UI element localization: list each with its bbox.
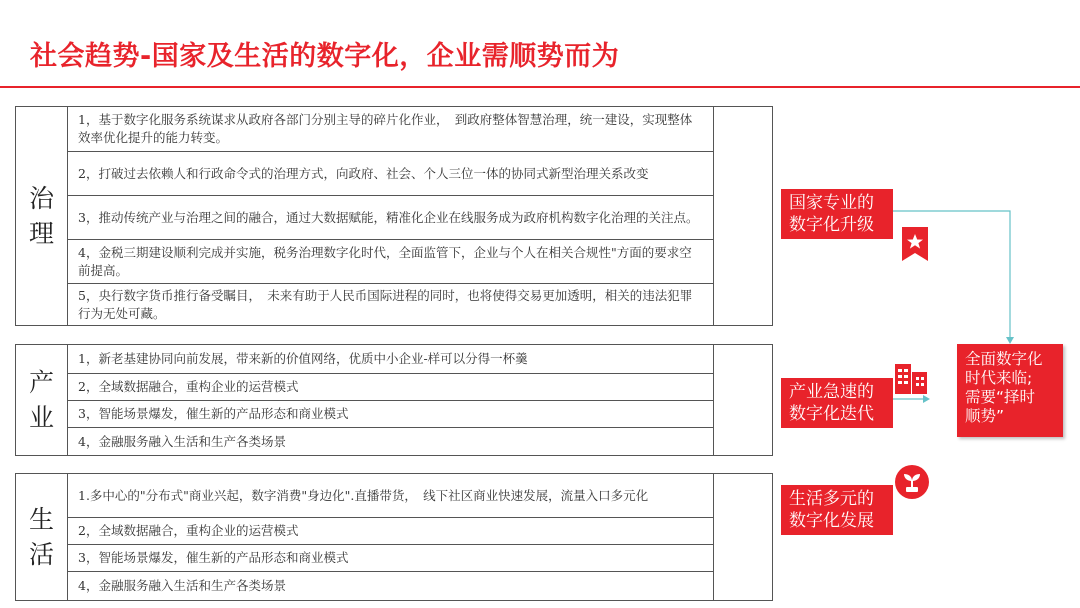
section-industry — [15, 344, 773, 456]
section-label: 产 业 — [16, 345, 68, 455]
arrowhead-icon — [923, 395, 930, 403]
list-item: 1，新老基建协同向前发展，带来新的价值网络，优质中小企业-样可以分得一杯羹 — [68, 345, 713, 374]
callout-national: 国家专业的 数字化升级 — [781, 189, 893, 239]
arrowhead-icon — [1006, 337, 1014, 344]
item-list — [68, 345, 714, 455]
list-item: 2，全域数据融合，重构企业的运营模式 — [68, 518, 713, 545]
section-governance — [15, 106, 773, 326]
section-life — [15, 473, 773, 601]
callout-life: 生活多元的 数字化发展 — [781, 485, 893, 535]
callout-conclusion: 全面数字化 时代来临; 需要“择时 顺势” — [957, 344, 1063, 437]
list-item: 4，金税三期建设顺利完成并实施，税务治理数字化时代，全面监管下，企业与个人在相关合规性"方面的要求空前提高。 — [68, 240, 713, 284]
page-title: 社会趋势-国家及生活的数字化，企业需顺势而为 — [30, 41, 620, 72]
list-item: 4，金融服务融入生活和生产各类场景 — [78, 578, 286, 593]
list-item: 2，打破过去依赖人和行政命令式的治理方式，向政府、社会、个人三位一体的协同式新型治理关系改变 — [68, 152, 713, 196]
list-item: 3，智能场景爆发，催生新的产品形态和商业模式 — [68, 401, 713, 428]
list-item: 5，央行数字货币推行备受瞩目， 未来有助于人民币国际进程的同时，也将使得交易更加透明，相关的违法犯罪行为无处可藏。 — [78, 287, 693, 321]
buildings-icon — [893, 360, 929, 394]
section-label: 生 活 — [16, 474, 68, 600]
list-item: 3，智能场景爆发，催生新的产品形态和商业模式 — [68, 545, 713, 572]
item-list — [68, 107, 714, 325]
list-item: 1.多中心的"分布式"商业兴起，数字消费"身边化".直播带货， 线下社区商业快速发展，流量入口多元化 — [68, 474, 713, 518]
star-flag-icon — [902, 227, 928, 261]
plant-icon — [895, 465, 929, 499]
list-item: 1，基于数字化服务系统谋求从政府各部门分别主导的碎片化作业， 到政府整体智慧治理，统一建设，实现整体效率优化提升的能力转变。 — [68, 107, 713, 152]
list-item: 3，推动传统产业与治理之间的融合，通过大数据赋能，精准化企业在线服务成为政府机构数字化治理的关注点。 — [68, 196, 713, 240]
title-divider — [0, 86, 1080, 88]
list-item: 4，金融服务融入生活和生产各类场景 — [78, 433, 286, 449]
section-label: 治 理 — [16, 107, 68, 325]
list-item: 2，全域数据融合，重构企业的运营模式 — [68, 374, 713, 401]
callout-industry: 产业急速的 数字化迭代 — [781, 378, 893, 428]
item-list — [68, 474, 714, 600]
